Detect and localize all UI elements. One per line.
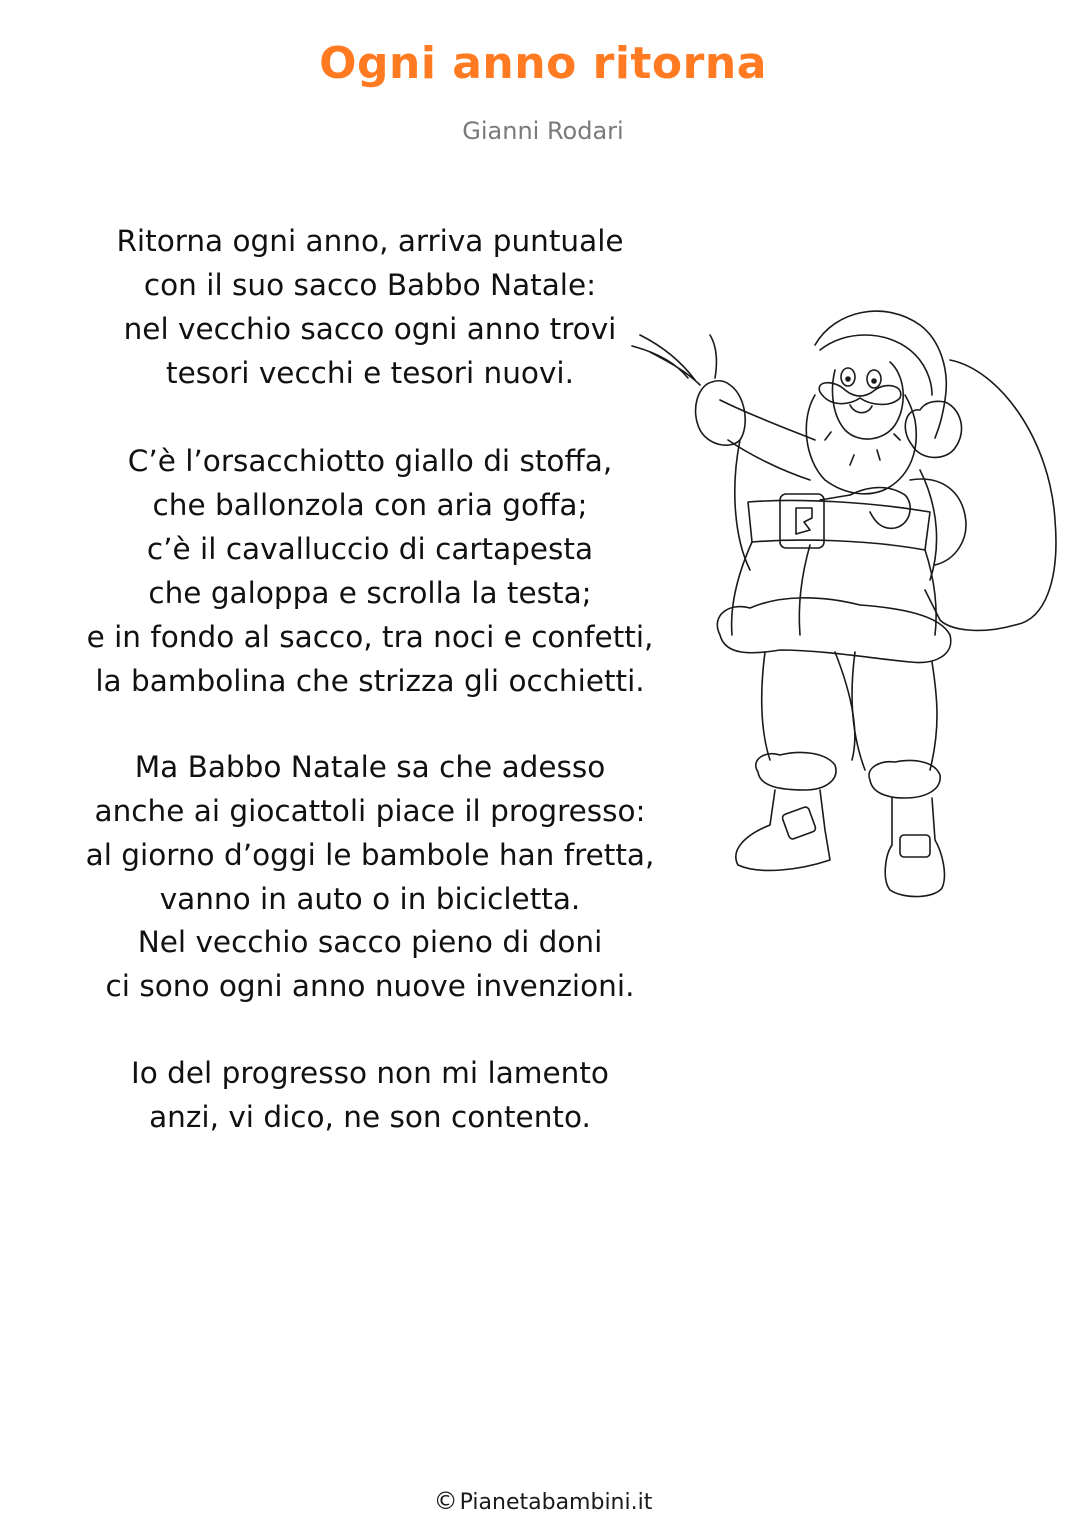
poem-line: anche ai giocattoli piace il progresso: bbox=[94, 794, 646, 828]
poem-line: che ballonzola con aria goffa; bbox=[152, 488, 588, 522]
poem-line: che galoppa e scrolla la testa; bbox=[148, 576, 592, 610]
poem-line: ci sono ogni anno nuove invenzioni. bbox=[105, 969, 635, 1003]
poem-line: Nel vecchio sacco pieno di doni bbox=[137, 925, 603, 959]
poem-line: vanno in auto o in bicicletta. bbox=[159, 882, 581, 916]
santa-claus-illustration bbox=[620, 290, 1080, 930]
poem-line: c’è il cavalluccio di cartapesta bbox=[146, 532, 594, 566]
footer-credit bbox=[0, 1486, 1086, 1518]
poem-line: con il suo sacco Babbo Natale: bbox=[143, 268, 597, 302]
poem-line: Ritorna ogni anno, arriva puntuale bbox=[116, 224, 624, 258]
poem-line: la bambolina che strizza gli occhietti. bbox=[95, 664, 645, 698]
copyright-icon: © bbox=[433, 1487, 458, 1515]
poem-line: anzi, vi dico, ne son contento. bbox=[149, 1100, 591, 1134]
poem-author: Gianni Rodari bbox=[462, 117, 624, 145]
poem-line: al giorno d’oggi le bambole han fretta, bbox=[85, 838, 655, 872]
site-name: Pianetabambini.it bbox=[459, 1490, 653, 1515]
beard-icon bbox=[806, 395, 916, 494]
poem-line: C’è l’orsacchiotto giallo di stoffa, bbox=[127, 444, 613, 478]
poem-line: Io del progresso non mi lamento bbox=[131, 1056, 609, 1090]
poem-line: e in fondo al sacco, tra noci e confetti, bbox=[86, 620, 654, 654]
poem-title: Ogni anno ritorna bbox=[319, 38, 767, 89]
poem-line: Ma Babbo Natale sa che adesso bbox=[134, 750, 606, 784]
poem-line: tesori vecchi e tesori nuovi. bbox=[166, 356, 574, 390]
poem-line: nel vecchio sacco ogni anno trovi bbox=[123, 312, 617, 346]
